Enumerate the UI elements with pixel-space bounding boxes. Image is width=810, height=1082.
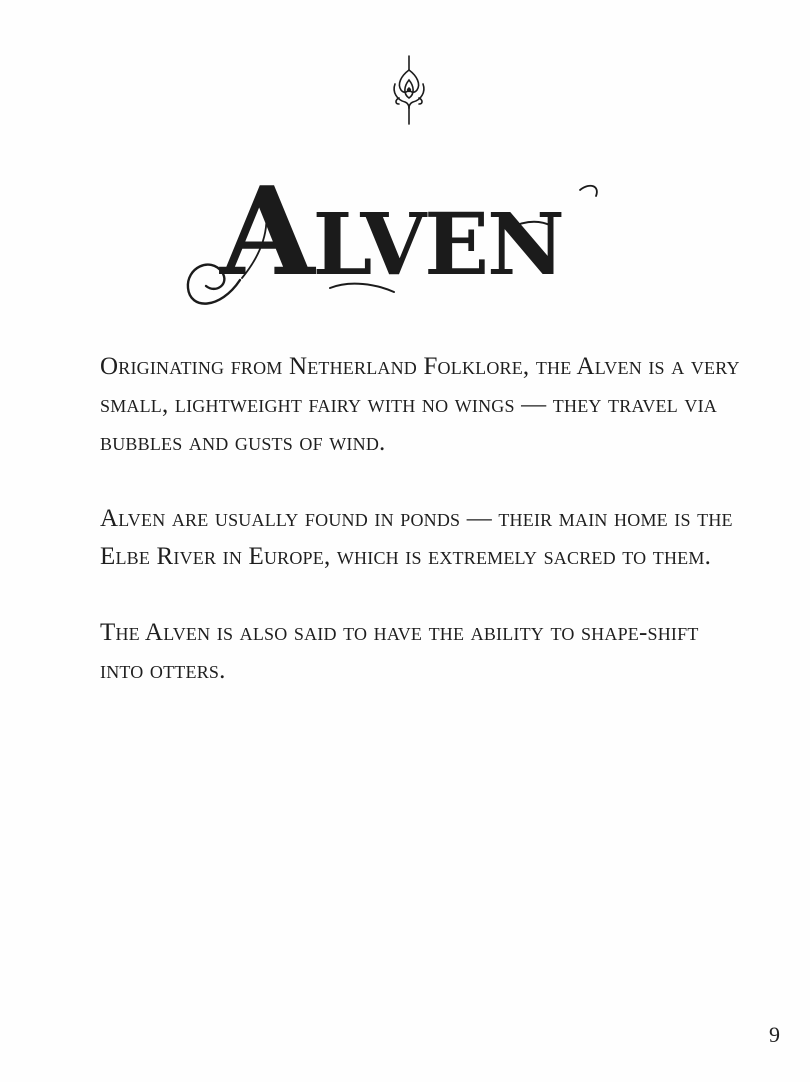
paragraph-3: The Alven is also said to have the ability to shape-shift into otters.: [100, 619, 699, 684]
page-number: 9: [769, 1022, 780, 1047]
paragraph-1: Originating from Netherland Folklore, the Alven is a very small, lightweight fairy with no wings — they travel via bubbles and gusts of wind.: [100, 353, 740, 456]
body-text: [100, 348, 740, 728]
paragraph-2: Alven are usually found in ponds — their main home is the Elbe River in Europe, which is extremely sacred to them.: [100, 505, 733, 570]
filigree-ornament-icon: [387, 54, 431, 126]
page-title: Alven: [220, 159, 563, 303]
title-block: [180, 160, 620, 320]
